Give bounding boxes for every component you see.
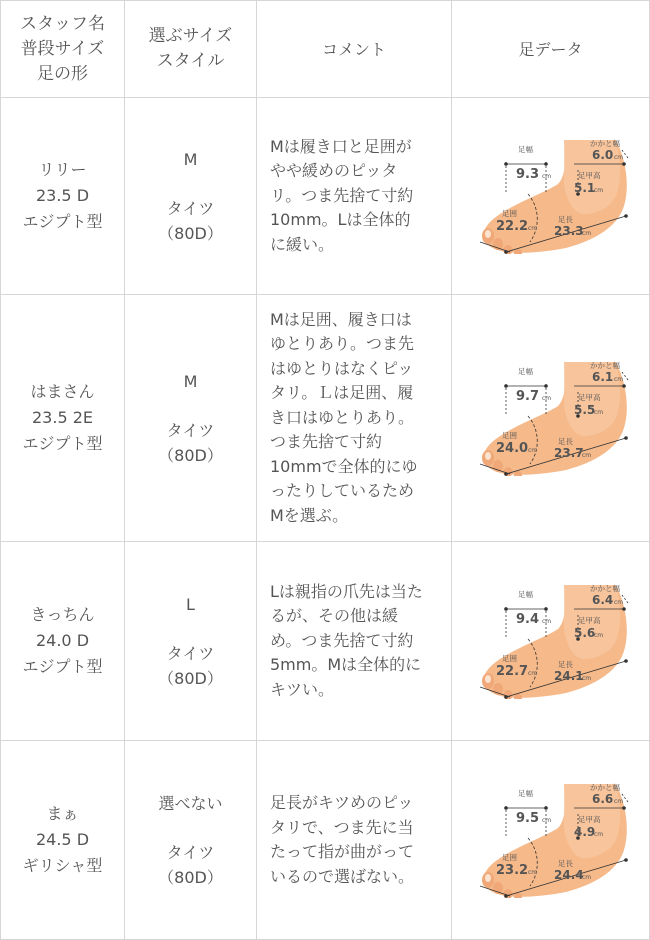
header-foot-data: 足データ <box>452 1 650 98</box>
header-size-line2: スタイル <box>156 51 225 71</box>
comment-line: 足長がキツめのピッ <box>270 793 414 812</box>
spacer <box>125 617 256 641</box>
chosen-size: M <box>183 149 198 169</box>
unit-heel: cm <box>613 599 623 606</box>
denier: （80D） <box>158 867 223 887</box>
comment-line: キツい。 <box>270 679 335 699</box>
comment-line: ゆとりあり。つま先 <box>270 334 415 354</box>
table-row <box>1 295 650 542</box>
header-staff <box>1 1 125 98</box>
unit-width: cm <box>541 395 551 402</box>
comment-line: たって指が曲がって <box>270 842 415 861</box>
style: タイツ <box>166 420 215 440</box>
usual-size: 24.5 D <box>35 830 90 849</box>
comment-cell <box>257 295 452 542</box>
comment-line: Mは履き口と足囲が <box>270 136 412 156</box>
foot-shape: エジプト型 <box>22 434 103 453</box>
label-length: 足長 <box>557 215 573 224</box>
table-row <box>1 98 650 295</box>
comment-cell <box>257 741 452 940</box>
value-length: 24.4 <box>553 868 584 882</box>
value-width: 9.3 <box>515 167 539 182</box>
usual-size: 23.5 D <box>35 186 90 205</box>
unit-heel: cm <box>613 154 623 161</box>
staff-name: はまさん <box>30 382 95 401</box>
unit-heel: cm <box>613 376 623 383</box>
header-staff-line3: 足の形 <box>37 63 88 84</box>
comment-cell <box>257 542 452 741</box>
unit-girth: cm <box>527 670 537 677</box>
value-girth: 23.2 <box>495 863 528 878</box>
size-cell <box>125 741 257 940</box>
comment-line: リ。つま先捨て寸約 <box>270 185 414 205</box>
foot-diagram <box>466 356 636 476</box>
unit-length: cm <box>581 452 591 459</box>
label-instep: 足甲高 <box>577 815 600 824</box>
value-length: 23.3 <box>553 224 584 238</box>
label-length: 足長 <box>557 859 573 868</box>
comment-line: め。つま先捨て寸約 <box>270 630 414 650</box>
value-instep: 5.6 <box>573 626 595 640</box>
spacer <box>125 394 256 418</box>
header-staff-line2: 普段サイズ <box>20 38 105 59</box>
staff-name: まぁ <box>46 804 79 823</box>
value-heel: 6.4 <box>591 593 613 607</box>
unit-width: cm <box>541 618 551 625</box>
label-heel: かかと幅 <box>589 584 620 593</box>
foot-shape: エジプト型 <box>22 657 103 676</box>
size-cell <box>125 542 257 741</box>
comment-line: 5mm。Mは全体的に <box>270 655 422 675</box>
style: タイツ <box>166 643 215 663</box>
comment-line: ったりしているため <box>270 481 415 501</box>
usual-size: 24.0 D <box>35 631 90 650</box>
label-instep: 足甲高 <box>577 171 600 180</box>
unit-width: cm <box>541 817 551 824</box>
header-comment: コメント <box>257 1 452 98</box>
unit-heel: cm <box>613 798 623 805</box>
label-heel: かかと幅 <box>589 139 620 148</box>
foot-diagram <box>466 778 636 898</box>
label-heel: かかと幅 <box>589 361 620 370</box>
header-row <box>1 1 650 98</box>
label-girth: 足囲 <box>501 853 517 862</box>
comment-line: るが、その他は緩 <box>270 606 399 626</box>
staff-name: きっちん <box>30 605 95 624</box>
staff-cell <box>1 542 125 741</box>
staff-name: リリー <box>38 160 87 179</box>
label-instep: 足甲高 <box>577 393 600 402</box>
label-width: 足幅 <box>517 789 533 798</box>
unit-length: cm <box>581 675 591 682</box>
denier: （80D） <box>158 223 223 243</box>
denier: （80D） <box>158 445 223 465</box>
foot-data-cell <box>452 741 650 940</box>
foot-data-cell <box>452 295 650 542</box>
staff-cell <box>1 741 125 940</box>
comment-line: Lは親指の爪先は当た <box>270 581 423 601</box>
comment-line: 10mm。Lは全体的 <box>270 210 411 230</box>
comment-line: つま先捨て寸約 <box>270 432 383 452</box>
spacer <box>125 816 256 840</box>
value-length: 24.1 <box>553 669 584 683</box>
size-cell <box>125 98 257 295</box>
unit-instep: cm <box>593 187 603 194</box>
chosen-size: M <box>183 371 198 391</box>
foot-data-cell <box>452 98 650 295</box>
value-width: 9.4 <box>515 612 539 627</box>
comment-cell <box>257 98 452 295</box>
comment-line: Mを選ぶ。 <box>270 505 349 525</box>
comment-line: タリで、つま先に当 <box>270 817 414 837</box>
denier: （80D） <box>158 668 223 688</box>
comment-line: き口はゆとりあり。 <box>270 407 415 427</box>
size-cell <box>125 295 257 542</box>
style: タイツ <box>166 842 215 862</box>
value-girth: 24.0 <box>495 441 528 456</box>
comment-line: Mは足囲、履き口は <box>270 309 412 329</box>
label-instep: 足甲高 <box>577 616 600 625</box>
comment-line: に緩い。 <box>270 234 335 254</box>
table-row <box>1 542 650 741</box>
spacer <box>125 172 256 196</box>
label-girth: 足囲 <box>501 431 517 440</box>
unit-length: cm <box>581 874 591 881</box>
label-width: 足幅 <box>517 590 533 599</box>
foot-data-cell <box>452 542 650 741</box>
unit-length: cm <box>581 230 591 237</box>
value-length: 23.7 <box>553 446 584 460</box>
label-width: 足幅 <box>517 145 533 154</box>
foot-shape: ギリシャ型 <box>22 856 103 875</box>
label-length: 足長 <box>557 437 573 446</box>
staff-cell <box>1 295 125 542</box>
table-row <box>1 741 650 940</box>
usual-size: 23.5 2E <box>32 408 93 427</box>
label-girth: 足囲 <box>501 209 517 218</box>
value-instep: 5.1 <box>573 181 595 195</box>
foot-diagram <box>466 579 636 699</box>
header-size-line1: 選ぶサイズ <box>148 26 233 46</box>
staff-cell <box>1 98 125 295</box>
chosen-size: L <box>186 594 195 614</box>
unit-instep: cm <box>593 831 603 838</box>
value-heel: 6.0 <box>591 148 613 162</box>
label-width: 足幅 <box>517 367 533 376</box>
unit-girth: cm <box>527 447 537 454</box>
value-width: 9.7 <box>515 389 539 404</box>
value-instep: 5.5 <box>573 403 595 417</box>
label-girth: 足囲 <box>501 654 517 663</box>
header-staff-line1: スタッフ名 <box>20 13 105 34</box>
value-girth: 22.7 <box>495 664 528 679</box>
style: タイツ <box>166 198 215 218</box>
unit-width: cm <box>541 173 551 180</box>
comment-line: タリ。Ｌは足囲、履 <box>270 383 414 403</box>
value-girth: 22.2 <box>495 219 528 234</box>
unit-instep: cm <box>593 409 603 416</box>
foot-shape: エジプト型 <box>22 212 103 231</box>
unit-girth: cm <box>527 869 537 876</box>
value-heel: 6.1 <box>591 370 613 384</box>
label-length: 足長 <box>557 660 573 669</box>
value-width: 9.5 <box>515 811 539 826</box>
comment-line: いるので選ばない。 <box>270 866 415 886</box>
label-heel: かかと幅 <box>589 783 620 792</box>
comment-line: はゆとりはなくピッ <box>270 358 414 378</box>
unit-instep: cm <box>593 632 603 639</box>
foot-diagram <box>466 134 636 254</box>
header-size <box>125 1 257 98</box>
unit-girth: cm <box>527 225 537 232</box>
comment-line: 10mmで全体的にゆ <box>270 456 418 476</box>
comment-line: やや緩めのピッタ <box>270 161 398 181</box>
chosen-size: 選べない <box>158 793 223 813</box>
value-instep: 4.9 <box>573 825 595 839</box>
value-heel: 6.6 <box>591 792 613 806</box>
